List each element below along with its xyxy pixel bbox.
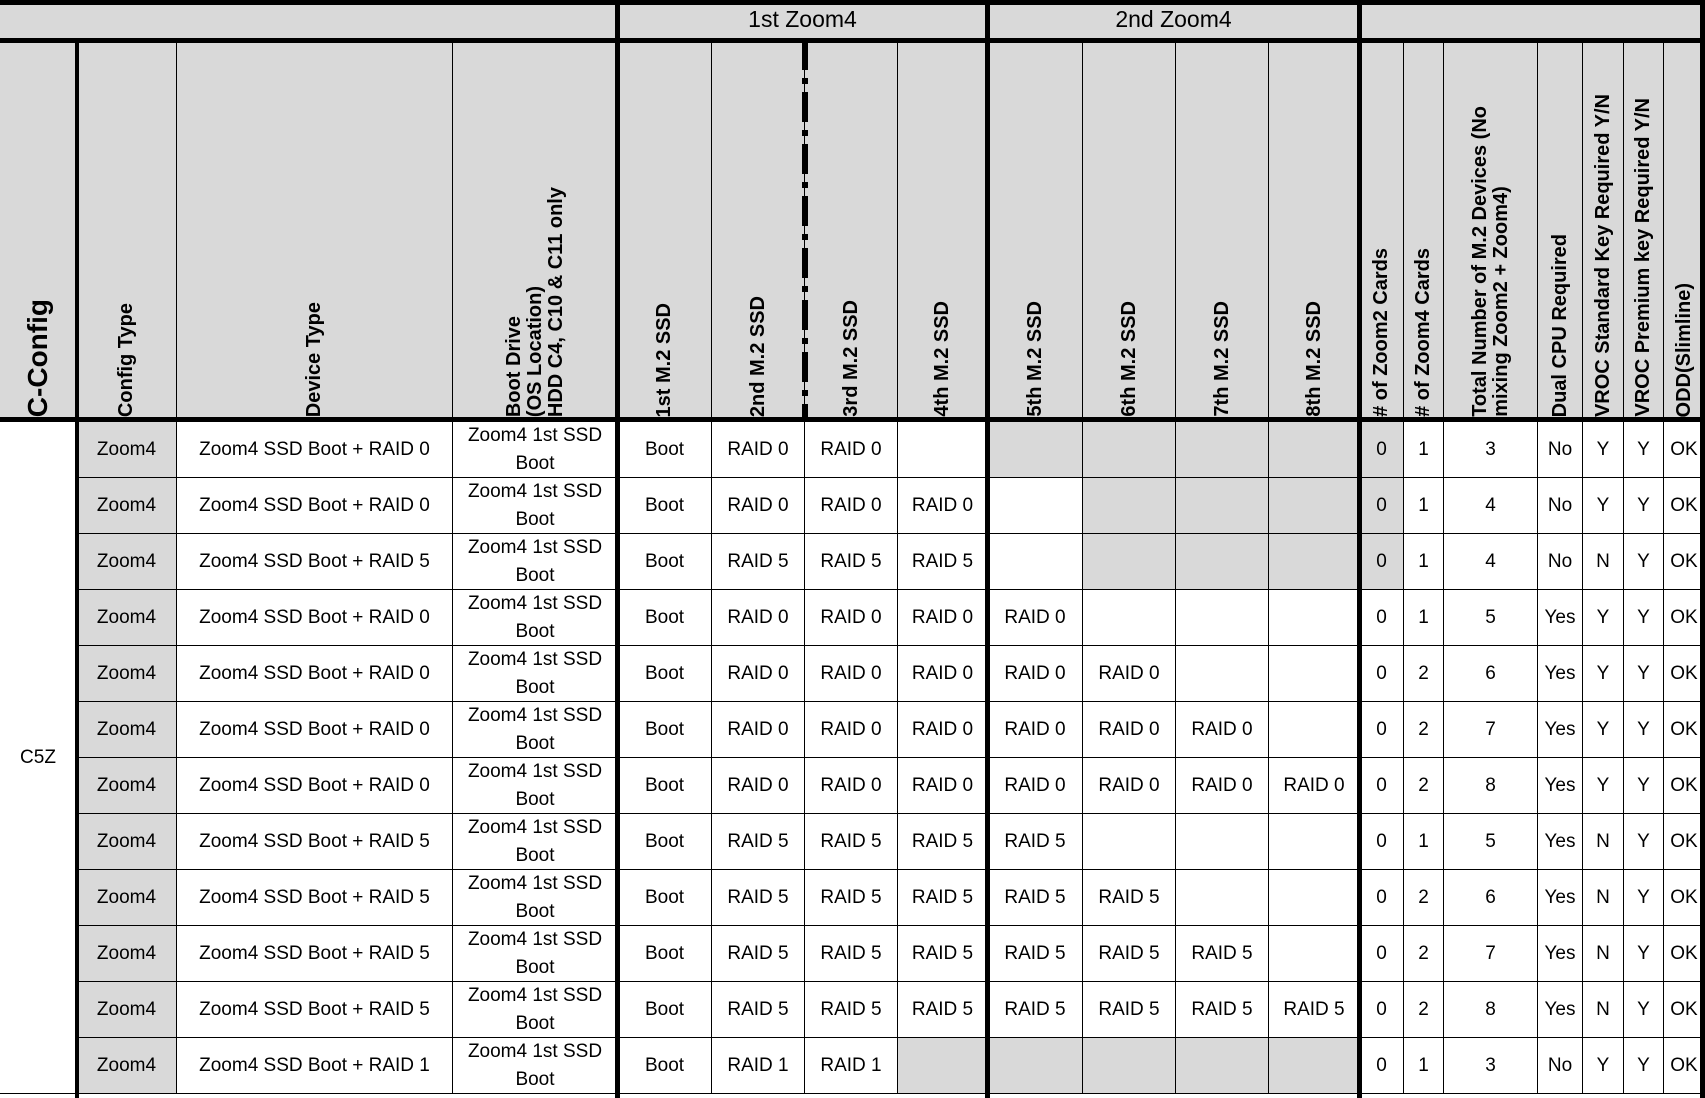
ssd-2-cell: RAID 5 <box>712 926 805 982</box>
device-type-cell: Zoom4 SSD Boot + RAID 5 <box>177 926 453 982</box>
vroc-standard-cell: N <box>1583 814 1624 870</box>
ssd-6-cell <box>1083 1038 1176 1094</box>
header-ssd-8-label: 8th M.2 SSD <box>1302 301 1325 417</box>
dual-cpu-cell: No <box>1538 534 1583 590</box>
ssd-6-cell: RAID 5 <box>1083 982 1176 1038</box>
vroc-premium-cell: Y <box>1624 814 1664 870</box>
vroc-standard-cell: N <box>1583 534 1624 590</box>
config-type-cell: Zoom4 <box>77 478 177 534</box>
ssd-6-cell <box>1083 814 1176 870</box>
dual-cpu-cell: Yes <box>1538 702 1583 758</box>
vroc-standard-cell: Y <box>1583 478 1624 534</box>
vroc-standard-cell: Y <box>1583 758 1624 814</box>
zoom4-cards-cell: 2 <box>1404 870 1444 926</box>
divider-zoom4-groups <box>985 0 990 1098</box>
ssd-7-cell <box>1176 534 1269 590</box>
device-type-cell: Zoom4 SSD Boot + RAID 0 <box>177 478 453 534</box>
header-ssd-2-label: 2nd M.2 SSD <box>746 295 769 417</box>
device-type-cell: Zoom4 SSD Boot + RAID 0 <box>177 590 453 646</box>
ssd-1-cell: Boot <box>618 702 712 758</box>
ssd-7-cell: RAID 5 <box>1176 926 1269 982</box>
header-zoom2-cards <box>1360 40 1404 422</box>
ssd-5-cell: RAID 0 <box>988 702 1083 758</box>
ssd-4-cell <box>898 1038 988 1094</box>
ssd-1-cell: Boot <box>618 590 712 646</box>
ssd-3-cell: RAID 0 <box>805 422 898 478</box>
ssd-8-cell: RAID 5 <box>1269 982 1360 1038</box>
ssd-4-cell: RAID 5 <box>898 926 988 982</box>
vroc-premium-cell: Y <box>1624 926 1664 982</box>
ssd-5-cell: RAID 0 <box>988 758 1083 814</box>
ssd-4-cell: RAID 5 <box>898 870 988 926</box>
ssd-3-cell: RAID 0 <box>805 646 898 702</box>
ssd-1-cell: Boot <box>618 1038 712 1094</box>
odd-cell: OK <box>1664 590 1705 646</box>
header-ssd-1 <box>618 40 712 422</box>
zoom2-cards-cell: 0 <box>1360 814 1404 870</box>
ssd-4-cell: RAID 0 <box>898 758 988 814</box>
ssd-2-cell: RAID 5 <box>712 870 805 926</box>
header-total-m2 <box>1444 40 1538 422</box>
divider-boot-column <box>615 0 620 1098</box>
device-type-cell: Zoom4 SSD Boot + RAID 5 <box>177 982 453 1038</box>
ssd-7-cell <box>1176 422 1269 478</box>
header-ssd-3 <box>805 40 898 422</box>
zoom2-cards-cell: 0 <box>1360 870 1404 926</box>
ssd-8-cell <box>1269 422 1360 478</box>
ssd-2-cell: RAID 0 <box>712 702 805 758</box>
header-dual-cpu-label: Dual CPU Required <box>1548 233 1571 417</box>
header-ssd-1-label: 1st M.2 SSD <box>653 302 675 417</box>
header-config-type-label: Config Type <box>115 302 137 417</box>
dual-cpu-cell: Yes <box>1538 814 1583 870</box>
total-m2-cell: 3 <box>1444 422 1538 478</box>
odd-cell: OK <box>1664 1038 1705 1094</box>
vroc-standard-cell: Y <box>1583 422 1624 478</box>
ssd-4-cell: RAID 0 <box>898 590 988 646</box>
boot-drive-cell: Zoom4 1st SSD Boot <box>453 646 618 702</box>
ssd-3-cell: RAID 5 <box>805 982 898 1038</box>
total-m2-cell: 6 <box>1444 870 1538 926</box>
ssd-2-cell: RAID 5 <box>712 534 805 590</box>
header-zoom2-cards-label: # of Zoom2 Cards <box>1370 248 1392 417</box>
vroc-standard-cell: N <box>1583 870 1624 926</box>
odd-cell: OK <box>1664 646 1705 702</box>
ssd-6-cell <box>1083 478 1176 534</box>
ssd-6-cell: RAID 0 <box>1083 758 1176 814</box>
device-type-cell: Zoom4 SSD Boot + RAID 1 <box>177 1038 453 1094</box>
config-type-cell: Zoom4 <box>77 1038 177 1094</box>
vroc-premium-cell: Y <box>1624 646 1664 702</box>
vroc-premium-cell: Y <box>1624 702 1664 758</box>
group-header-blank <box>0 0 618 40</box>
dual-cpu-cell: No <box>1538 1038 1583 1094</box>
zoom4-cards-cell: 1 <box>1404 478 1444 534</box>
boot-drive-cell: Zoom4 1st SSD Boot <box>453 1038 618 1094</box>
header-dual-cpu <box>1538 40 1583 422</box>
header-ssd-2 <box>712 40 805 422</box>
header-vroc-premium-label: VROC Premium key Required Y/N <box>1632 98 1654 417</box>
device-type-cell: Zoom4 SSD Boot + RAID 0 <box>177 702 453 758</box>
ssd-7-cell: RAID 0 <box>1176 758 1269 814</box>
ssd-6-cell <box>1083 422 1176 478</box>
top-border <box>0 0 1705 5</box>
ssd-5-cell: RAID 0 <box>988 590 1083 646</box>
ssd-3-cell: RAID 0 <box>805 702 898 758</box>
device-type-cell: Zoom4 SSD Boot + RAID 5 <box>177 534 453 590</box>
zoom2-cards-cell: 0 <box>1360 1038 1404 1094</box>
odd-cell: OK <box>1664 534 1705 590</box>
zoom4-cards-cell: 2 <box>1404 926 1444 982</box>
ssd-8-cell <box>1269 478 1360 534</box>
vroc-premium-cell: Y <box>1624 534 1664 590</box>
divider-left <box>75 40 79 1098</box>
header-ssd-5-label: 5th M.2 SSD <box>1023 301 1046 417</box>
header-ssd-4-label: 4th M.2 SSD <box>931 301 953 417</box>
config-type-cell: Zoom4 <box>77 870 177 926</box>
ssd-3-cell: RAID 5 <box>805 814 898 870</box>
ssd-4-cell: RAID 5 <box>898 982 988 1038</box>
ssd-8-cell <box>1269 646 1360 702</box>
config-type-cell: Zoom4 <box>77 646 177 702</box>
odd-cell: OK <box>1664 814 1705 870</box>
ssd-1-cell: Boot <box>618 422 712 478</box>
header-odd-label: ODD(Slimline) <box>1672 282 1695 417</box>
ssd-2-cell: RAID 0 <box>712 590 805 646</box>
zoom2-cards-cell: 0 <box>1360 702 1404 758</box>
ssd-2-cell: RAID 5 <box>712 982 805 1038</box>
ssd-5-cell: RAID 0 <box>988 646 1083 702</box>
ssd-4-cell <box>898 422 988 478</box>
total-m2-cell: 8 <box>1444 982 1538 1038</box>
total-m2-cell: 5 <box>1444 590 1538 646</box>
total-m2-cell: 7 <box>1444 926 1538 982</box>
ssd-2-cell: RAID 0 <box>712 422 805 478</box>
ssd-8-cell <box>1269 926 1360 982</box>
header-vroc-standard <box>1583 40 1624 422</box>
ssd-4-cell: RAID 0 <box>898 702 988 758</box>
ssd-1-cell: Boot <box>618 926 712 982</box>
vroc-premium-cell: Y <box>1624 478 1664 534</box>
zoom2-cards-cell: 0 <box>1360 590 1404 646</box>
zoom4-cards-cell: 1 <box>1404 590 1444 646</box>
ssd-3-cell: RAID 0 <box>805 758 898 814</box>
vroc-premium-cell: Y <box>1624 590 1664 646</box>
ssd-5-cell: RAID 5 <box>988 982 1083 1038</box>
odd-cell: OK <box>1664 478 1705 534</box>
zoom4-cards-cell: 2 <box>1404 646 1444 702</box>
zoom4-cards-cell: 2 <box>1404 758 1444 814</box>
boot-drive-cell: Zoom4 1st SSD Boot <box>453 590 618 646</box>
boot-drive-cell: Zoom4 1st SSD Boot <box>453 702 618 758</box>
ssd-6-cell: RAID 0 <box>1083 702 1176 758</box>
ssd-5-cell: RAID 5 <box>988 870 1083 926</box>
total-m2-cell: 4 <box>1444 478 1538 534</box>
ssd-5-cell <box>988 422 1083 478</box>
vroc-premium-cell: Y <box>1624 982 1664 1038</box>
device-type-cell: Zoom4 SSD Boot + RAID 0 <box>177 758 453 814</box>
header-ssd-7 <box>1176 40 1269 422</box>
ssd-4-cell: RAID 0 <box>898 478 988 534</box>
zoom2-cards-cell: 0 <box>1360 758 1404 814</box>
ssd-8-cell <box>1269 590 1360 646</box>
vroc-standard-cell: Y <box>1583 702 1624 758</box>
device-type-cell: Zoom4 SSD Boot + RAID 5 <box>177 814 453 870</box>
divider-right-edge <box>1700 0 1705 1098</box>
vroc-standard-cell: Y <box>1583 646 1624 702</box>
header-ssd-8 <box>1269 40 1360 422</box>
header-boot-drive <box>453 40 618 422</box>
zoom2-cards-cell: 0 <box>1360 534 1404 590</box>
zoom2-cards-cell: 0 <box>1360 422 1404 478</box>
dual-cpu-cell: No <box>1538 478 1583 534</box>
ssd-3-cell: RAID 5 <box>805 870 898 926</box>
ssd-3-cell: RAID 5 <box>805 534 898 590</box>
header-c-config-label: C-Config <box>22 298 54 417</box>
zoom4-cards-cell: 1 <box>1404 534 1444 590</box>
config-type-cell: Zoom4 <box>77 534 177 590</box>
group-header-2nd-zoom4: 2nd Zoom4 <box>988 0 1360 40</box>
vroc-standard-cell: Y <box>1583 590 1624 646</box>
header-zoom4-cards-label: # of Zoom4 Cards <box>1412 248 1434 417</box>
dashed-separator <box>802 40 808 422</box>
header-ssd-4 <box>898 40 988 422</box>
boot-drive-cell: Zoom4 1st SSD Boot <box>453 758 618 814</box>
dual-cpu-cell: Yes <box>1538 758 1583 814</box>
ssd-7-cell <box>1176 590 1269 646</box>
ssd-1-cell: Boot <box>618 758 712 814</box>
device-type-cell: Zoom4 SSD Boot + RAID 0 <box>177 646 453 702</box>
zoom4-cards-cell: 2 <box>1404 702 1444 758</box>
ssd-5-cell <box>988 478 1083 534</box>
ssd-6-cell: RAID 0 <box>1083 646 1176 702</box>
total-m2-cell: 7 <box>1444 702 1538 758</box>
odd-cell: OK <box>1664 870 1705 926</box>
odd-cell: OK <box>1664 926 1705 982</box>
vroc-premium-cell: Y <box>1624 1038 1664 1094</box>
config-type-cell: Zoom4 <box>77 758 177 814</box>
ssd-6-cell <box>1083 534 1176 590</box>
odd-cell: OK <box>1664 982 1705 1038</box>
total-m2-cell: 3 <box>1444 1038 1538 1094</box>
ssd-2-cell: RAID 0 <box>712 478 805 534</box>
ssd-1-cell: Boot <box>618 534 712 590</box>
boot-drive-cell: Zoom4 1st SSD Boot <box>453 478 618 534</box>
ssd-2-cell: RAID 0 <box>712 646 805 702</box>
ssd-7-cell <box>1176 478 1269 534</box>
divider-summary <box>1357 0 1362 1098</box>
boot-drive-cell: Zoom4 1st SSD Boot <box>453 926 618 982</box>
zoom2-cards-cell: 0 <box>1360 646 1404 702</box>
header-device-type <box>177 40 453 422</box>
ssd-6-cell: RAID 5 <box>1083 870 1176 926</box>
ssd-1-cell: Boot <box>618 646 712 702</box>
odd-cell: OK <box>1664 422 1705 478</box>
ssd-1-cell: Boot <box>618 870 712 926</box>
boot-drive-cell: Zoom4 1st SSD Boot <box>453 534 618 590</box>
boot-drive-cell: Zoom4 1st SSD Boot <box>453 870 618 926</box>
header-boot-drive-label: Boot Drive (OS Location) HDD C4, C10 & C11 only <box>502 186 567 417</box>
header-divider <box>0 38 1705 43</box>
boot-drive-cell: Zoom4 1st SSD Boot <box>453 982 618 1038</box>
group-header-1st-zoom4: 1st Zoom4 <box>618 0 988 40</box>
zoom2-cards-cell: 0 <box>1360 926 1404 982</box>
ssd-1-cell: Boot <box>618 814 712 870</box>
header-bottom-border <box>0 417 1705 422</box>
ssd-8-cell: RAID 0 <box>1269 758 1360 814</box>
zoom2-cards-cell: 0 <box>1360 478 1404 534</box>
config-type-cell: Zoom4 <box>77 982 177 1038</box>
vroc-premium-cell: Y <box>1624 870 1664 926</box>
ssd-1-cell: Boot <box>618 982 712 1038</box>
device-type-cell: Zoom4 SSD Boot + RAID 5 <box>177 870 453 926</box>
dual-cpu-cell: Yes <box>1538 646 1583 702</box>
vroc-standard-cell: N <box>1583 926 1624 982</box>
header-ssd-6-label: 6th M.2 SSD <box>1117 301 1140 417</box>
header-device-type-label: Device Type <box>303 301 325 417</box>
ssd-5-cell <box>988 534 1083 590</box>
ssd-8-cell <box>1269 870 1360 926</box>
ssd-3-cell: RAID 0 <box>805 478 898 534</box>
total-m2-cell: 6 <box>1444 646 1538 702</box>
dual-cpu-cell: Yes <box>1538 926 1583 982</box>
ssd-7-cell <box>1176 814 1269 870</box>
ssd-2-cell: RAID 0 <box>712 758 805 814</box>
boot-drive-cell: Zoom4 1st SSD Boot <box>453 814 618 870</box>
odd-cell: OK <box>1664 702 1705 758</box>
ssd-4-cell: RAID 5 <box>898 534 988 590</box>
zoom4-cards-cell: 1 <box>1404 422 1444 478</box>
vroc-premium-cell: Y <box>1624 758 1664 814</box>
total-m2-cell: 8 <box>1444 758 1538 814</box>
ssd-8-cell <box>1269 814 1360 870</box>
ssd-8-cell <box>1269 1038 1360 1094</box>
zoom2-cards-cell: 0 <box>1360 982 1404 1038</box>
ssd-2-cell: RAID 1 <box>712 1038 805 1094</box>
c-config-value: C5Z <box>0 422 77 1094</box>
odd-cell: OK <box>1664 758 1705 814</box>
dual-cpu-cell: No <box>1538 422 1583 478</box>
total-m2-cell: 5 <box>1444 814 1538 870</box>
config-type-cell: Zoom4 <box>77 590 177 646</box>
header-vroc-premium <box>1624 40 1664 422</box>
ssd-6-cell: RAID 5 <box>1083 926 1176 982</box>
ssd-4-cell: RAID 5 <box>898 814 988 870</box>
header-ssd-5 <box>988 40 1083 422</box>
ssd-3-cell: RAID 0 <box>805 590 898 646</box>
zoom4-cards-cell: 1 <box>1404 1038 1444 1094</box>
boot-drive-cell: Zoom4 1st SSD Boot <box>453 422 618 478</box>
vroc-premium-cell: Y <box>1624 422 1664 478</box>
ssd-3-cell: RAID 5 <box>805 926 898 982</box>
header-ssd-6 <box>1083 40 1176 422</box>
ssd-8-cell <box>1269 702 1360 758</box>
header-ssd-7-label: 7th M.2 SSD <box>1210 301 1233 417</box>
header-total-m2-label: Total Number of M.2 Devices (No mixing Zoom2 + Zoom4) <box>1468 106 1512 417</box>
ssd-7-cell: RAID 0 <box>1176 702 1269 758</box>
ssd-5-cell: RAID 5 <box>988 926 1083 982</box>
device-type-cell: Zoom4 SSD Boot + RAID 0 <box>177 422 453 478</box>
ssd-7-cell <box>1176 646 1269 702</box>
ssd-5-cell <box>988 1038 1083 1094</box>
header-zoom4-cards <box>1404 40 1444 422</box>
vroc-standard-cell: Y <box>1583 1038 1624 1094</box>
header-ssd-3-label: 3rd M.2 SSD <box>839 300 862 417</box>
header-config-type <box>77 40 177 422</box>
config-type-cell: Zoom4 <box>77 814 177 870</box>
ssd-1-cell: Boot <box>618 478 712 534</box>
ssd-4-cell: RAID 0 <box>898 646 988 702</box>
ssd-6-cell <box>1083 590 1176 646</box>
config-type-cell: Zoom4 <box>77 702 177 758</box>
zoom4-cards-cell: 1 <box>1404 814 1444 870</box>
header-odd <box>1664 40 1705 422</box>
vroc-standard-cell: N <box>1583 982 1624 1038</box>
config-type-cell: Zoom4 <box>77 422 177 478</box>
ssd-2-cell: RAID 5 <box>712 814 805 870</box>
group-header-summary-blank <box>1360 0 1705 40</box>
dual-cpu-cell: Yes <box>1538 870 1583 926</box>
zoom4-cards-cell: 2 <box>1404 982 1444 1038</box>
ssd-5-cell: RAID 5 <box>988 814 1083 870</box>
header-vroc-standard-label: VROC Standard Key Required Y/N <box>1591 93 1614 417</box>
ssd-7-cell <box>1176 870 1269 926</box>
dual-cpu-cell: Yes <box>1538 982 1583 1038</box>
ssd-3-cell: RAID 1 <box>805 1038 898 1094</box>
ssd-7-cell <box>1176 1038 1269 1094</box>
config-type-cell: Zoom4 <box>77 926 177 982</box>
ssd-7-cell: RAID 5 <box>1176 982 1269 1038</box>
ssd-8-cell <box>1269 534 1360 590</box>
total-m2-cell: 4 <box>1444 534 1538 590</box>
dual-cpu-cell: Yes <box>1538 590 1583 646</box>
header-c-config <box>0 40 77 422</box>
